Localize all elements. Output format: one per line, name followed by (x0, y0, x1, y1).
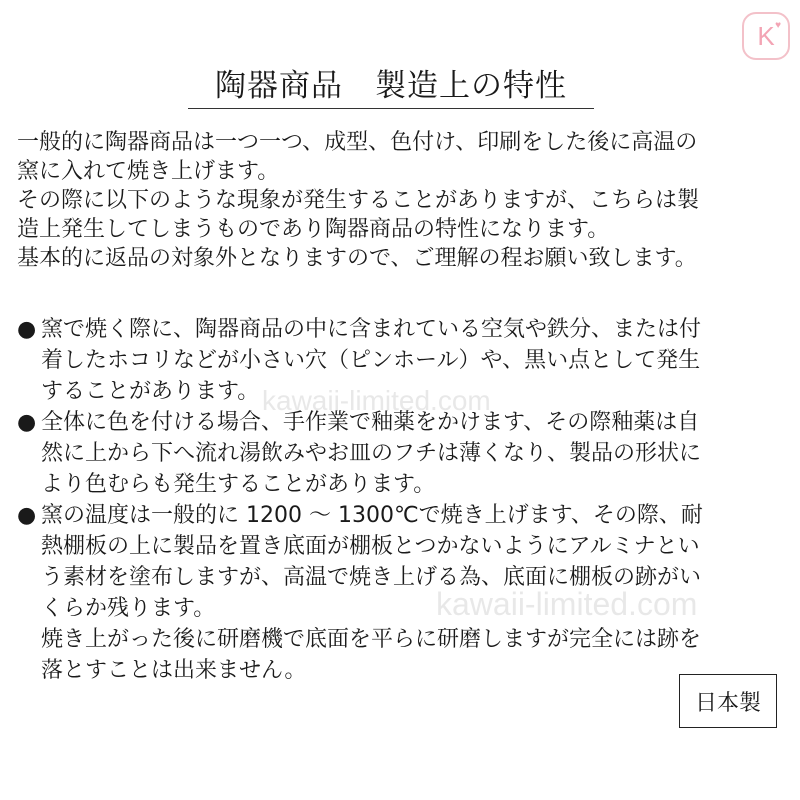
intro-line: 基本的に返品の対象外となりますので、ご理解の程お願い致します。 (17, 246, 697, 271)
note-line: 焼き上がった後に研磨機で底面を平らに研磨しますが完全には跡を (41, 627, 702, 652)
list-item-line: 着したホコリなどが小さい穴（ピンホール）や、黒い点として発生 (41, 348, 701, 373)
polishing-note (17, 624, 787, 686)
list-item-line: 全体に色を付ける場合、手作業で釉薬をかけます、その際釉薬は自 (41, 410, 700, 435)
intro-line: 窯に入れて焼き上げます。 (17, 159, 280, 184)
page-title: 陶器商品 製造上の特性 (188, 66, 594, 109)
characteristics-list (17, 314, 787, 686)
list-item-line: 熱棚板の上に製品を置き底面が棚板とつかないようにアルミナとい (41, 534, 700, 559)
list-item-line: 然に上から下へ流れ湯飲みやお皿のフチは薄くなり、製品の形状に (41, 441, 702, 466)
intro-line: その際に以下のような現象が発生することがありますが、こちらは製 (17, 188, 700, 213)
made-in-japan-label: 日本製 (679, 674, 777, 728)
list-item-line: くらか残ります。 (41, 596, 216, 621)
list-item-line: することがあります。 (41, 379, 260, 404)
intro-paragraph (17, 128, 787, 273)
watermark: kawaii-limited.com (436, 586, 698, 622)
intro-line: 造上発生してしまうものであり陶器商品の特性になります。 (17, 217, 610, 242)
list-item (17, 407, 787, 500)
watermark: kawaii-limited.com (262, 385, 491, 416)
list-item-line: 窯の温度は一般的に 1200 ～ 1300℃で焼き上げます、その際、耐 (41, 503, 703, 528)
logo-letter: K (757, 20, 775, 51)
bullet-icon: ● (17, 410, 37, 435)
heart-icon: ♥ (775, 20, 781, 31)
list-item-line: 窯で焼く際に、陶器商品の中に含まれている空気や鉄分、または付 (41, 317, 702, 342)
list-item (17, 500, 787, 624)
note-line: 落とすことは出来ません。 (41, 658, 307, 683)
list-item (17, 314, 787, 407)
list-item-line: う素材を塗布しますが、高温で焼き上げる為、底面に棚板の跡がい (41, 565, 702, 590)
intro-line: 一般的に陶器商品は一つ一つ、成型、色付け、印刷をした後に高温の (17, 130, 698, 155)
bullet-icon: ● (17, 317, 37, 342)
bullet-icon: ● (17, 503, 37, 528)
brand-logo (742, 12, 790, 60)
list-item-line: より色むらも発生することがあります。 (41, 472, 436, 497)
